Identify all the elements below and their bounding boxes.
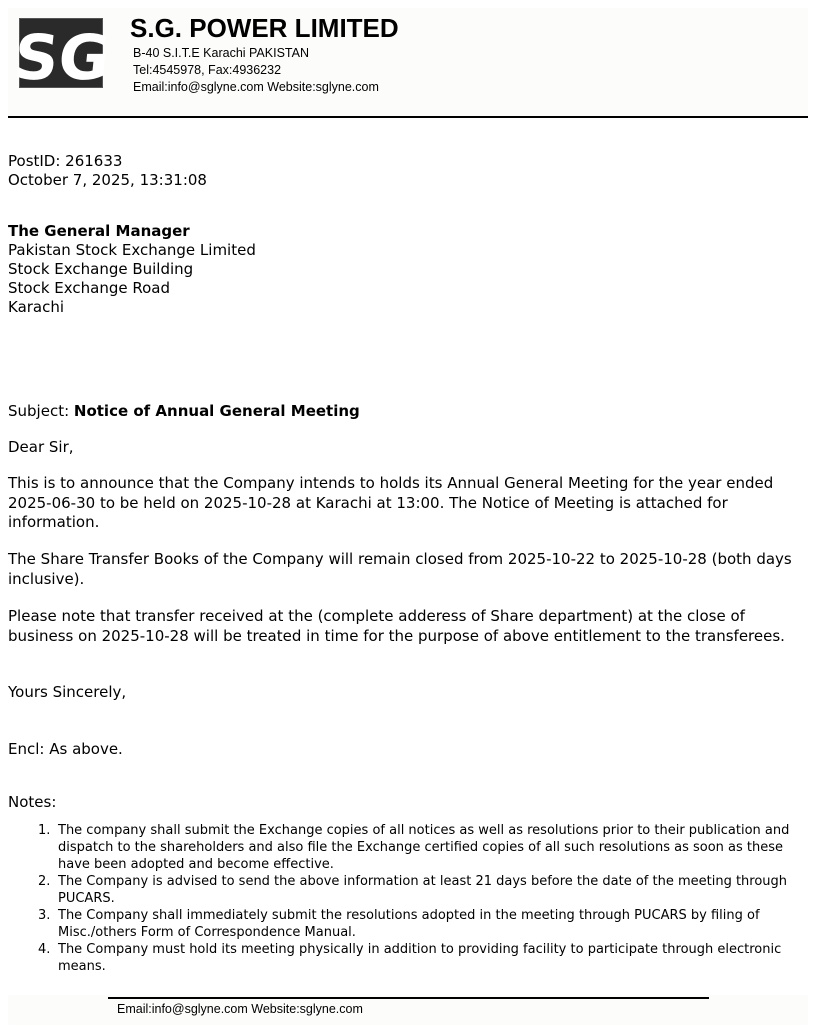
subject-label: Subject:	[8, 402, 74, 420]
footer-email-website: Email:info@sglyne.com Website:sglyne.com	[117, 1002, 363, 1016]
note-number: 1.	[38, 823, 51, 838]
note-item	[8, 822, 798, 873]
note-text: The Company must hold its meeting physically in addition to providing facility to participate through electronic means.	[58, 942, 782, 974]
post-id: PostID: 261633	[8, 152, 123, 170]
logo-letters: SG	[10, 21, 114, 94]
header-divider	[8, 116, 808, 118]
note-number: 3.	[38, 908, 51, 923]
note-item	[8, 941, 798, 975]
company-name: S.G. POWER LIMITED	[130, 13, 399, 43]
paragraph-announcement: This is to announce that the Company intends to holds its Annual General Meeting for the year ended 2025-06-30 to be held on 2025-10-28 at Karachi at 13:00. The Notice of Meeting is attached for information.	[8, 474, 774, 531]
enclosure: Encl: As above.	[8, 740, 123, 758]
note-text: The Company shall immediately submit the resolutions adopted in the meeting through PUCARS by filing of Misc./others Form of Correspondence Manual.	[58, 908, 760, 940]
paragraph-book-closure: The Share Transfer Books of the Company will remain closed from 2025-10-22 to 2025-10-28 (both days inclusive).	[8, 550, 792, 588]
recipient-line: Stock Exchange Building	[8, 260, 194, 278]
sg-logo-icon	[10, 19, 114, 94]
note-number: 4.	[38, 942, 51, 957]
recipient-title: The General Manager	[8, 222, 190, 240]
company-tel-fax: Tel:4545978, Fax:4936232	[133, 63, 282, 77]
note-item	[8, 873, 798, 907]
notes-heading: Notes:	[8, 793, 57, 811]
company-logo	[10, 18, 114, 94]
subject-text: Notice of Annual General Meeting	[73, 402, 360, 420]
recipient-line: Karachi	[8, 298, 65, 316]
recipient-line: Stock Exchange Road	[8, 279, 170, 297]
company-address: B-40 S.I.T.E Karachi PAKISTAN	[133, 46, 309, 60]
note-text: The Company is advised to send the above information at least 21 days before the date of the meeting through PUCARS.	[58, 874, 788, 906]
footer-divider	[108, 997, 709, 999]
post-datetime: October 7, 2025, 13:31:08	[8, 171, 207, 189]
note-number: 2.	[38, 874, 51, 889]
paragraph-transfer-note: Please note that transfer received at the (complete adderess of Share department) at the close of business on 2025-10-28 will be treated in time for the purpose of above entitlement to the transferees.	[8, 607, 785, 645]
subject-line	[8, 402, 360, 421]
note-text: The company shall submit the Exchange copies of all notices as well as resolutions prior to their publication and dispatch to the shareholders and also file the Exchange certified copies of all such resolutions as soon as these have been adopted and become effective.	[58, 823, 790, 872]
note-item	[8, 907, 798, 941]
notes-list	[8, 822, 798, 975]
closing: Yours Sincerely,	[8, 683, 127, 701]
company-email-website: Email:info@sglyne.com Website:sglyne.com	[133, 80, 379, 94]
letterhead	[8, 8, 808, 117]
salutation: Dear Sir,	[8, 438, 74, 456]
recipient-line: Pakistan Stock Exchange Limited	[8, 241, 256, 259]
